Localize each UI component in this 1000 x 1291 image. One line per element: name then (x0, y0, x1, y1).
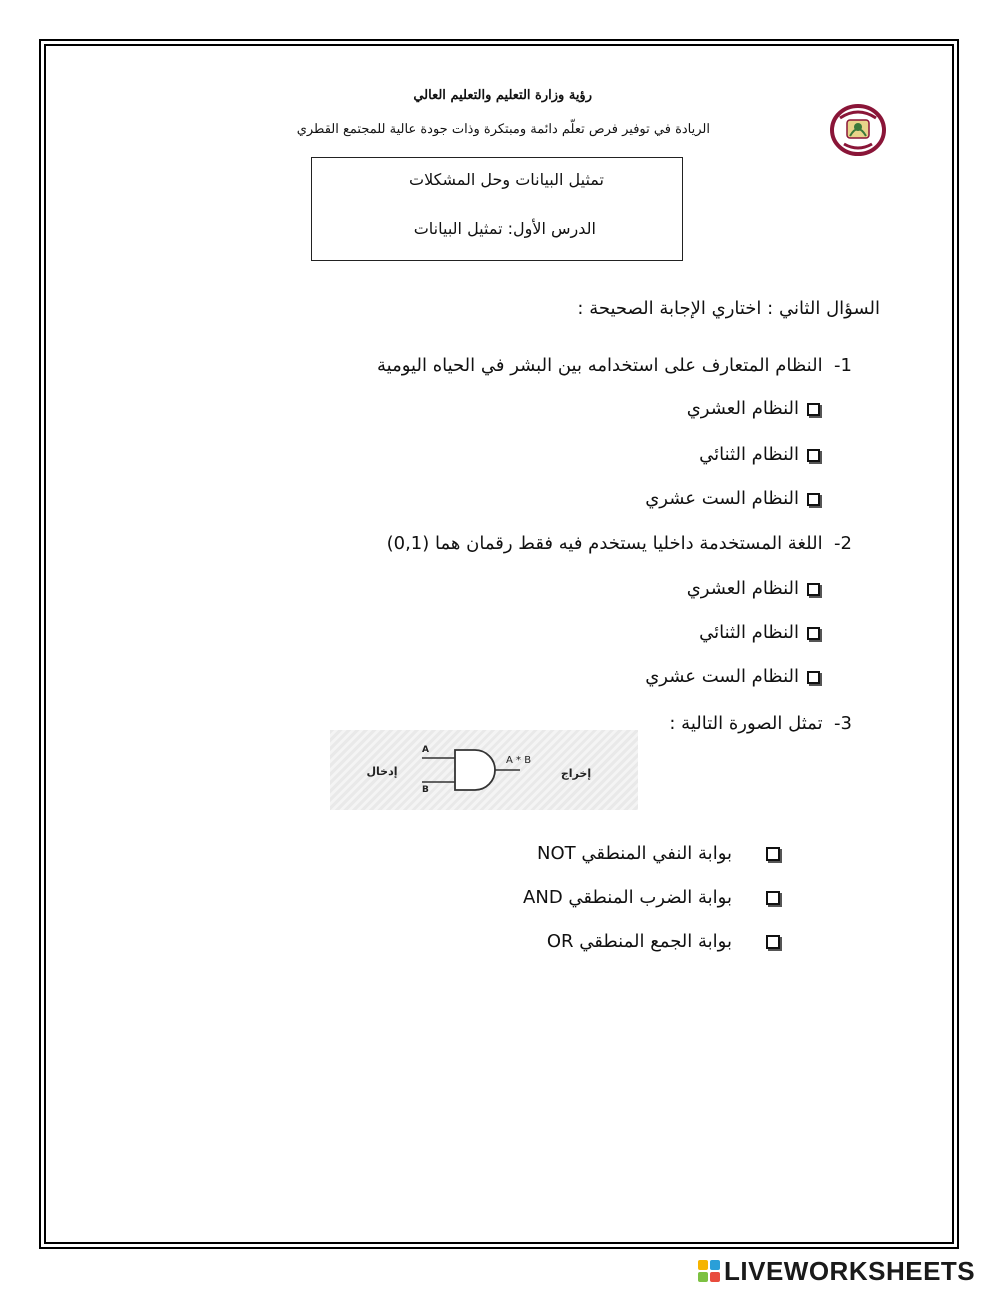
checkbox[interactable] (807, 671, 820, 684)
gate-output-label: إخراج (560, 767, 592, 780)
question-2-option-2[interactable] (699, 622, 820, 643)
question-2 (387, 533, 852, 554)
checkbox[interactable] (807, 583, 820, 596)
liveworksheets-brand: LIVEWORKSHEETS (724, 1255, 976, 1286)
checkbox[interactable] (807, 627, 820, 640)
option-label: النظام العشري (686, 398, 799, 419)
gate-input-b-label: B (422, 785, 429, 795)
option-label: النظام الست عشري (645, 666, 799, 687)
question-3-checkbox-1[interactable] (766, 847, 780, 861)
gate-input-a-label: A (422, 745, 429, 755)
liveworksheets-logo (698, 1257, 975, 1285)
lesson-title: الدرس الأول: تمثيل البيانات (413, 219, 596, 238)
gate-output-expression: A * B (506, 755, 532, 766)
option-label: النظام الست عشري (645, 488, 799, 509)
question-1-option-1[interactable] (687, 398, 820, 419)
question-text: اللغة المستخدمة داخليا يستخدم فيه فقط رقمان هما (0,1) (386, 533, 823, 554)
question-1-option-3[interactable] (645, 488, 820, 509)
option-label: النظام الثنائي (699, 444, 799, 465)
checkbox[interactable] (807, 449, 820, 462)
question-1-option-2[interactable] (699, 444, 820, 465)
question-2-option-1[interactable] (687, 578, 820, 599)
ministry-vision: رؤية وزارة التعليم والتعليم العالي (413, 88, 592, 103)
question-3-option-2[interactable]: بوابة الضرب المنطقي AND (523, 887, 732, 908)
section-heading: السؤال الثاني : اختاري الإجابة الصحيحة : (577, 298, 880, 319)
question-3-checkbox-2[interactable] (766, 891, 780, 905)
question-number: -1 (834, 355, 852, 376)
question-1 (377, 355, 852, 376)
option-label: النظام العشري (686, 578, 799, 599)
question-number: -2 (834, 533, 852, 554)
question-3 (669, 713, 852, 734)
and-gate-diagram (330, 730, 638, 810)
question-3-option-1[interactable]: بوابة النفي المنطقي NOT (537, 843, 732, 864)
question-text: النظام المتعارف على استخدامه بين البشر في الحياه اليومية (377, 355, 823, 376)
question-2-option-3[interactable] (645, 666, 820, 687)
checkbox[interactable] (807, 403, 820, 416)
question-text: تمثل الصورة التالية : (669, 713, 823, 734)
checkbox[interactable] (807, 493, 820, 506)
question-3-option-3[interactable]: بوابة الجمع المنطقي OR (546, 931, 732, 952)
liveworksheets-icon (698, 1260, 720, 1282)
option-label: النظام الثنائي (699, 622, 799, 643)
ministry-emblem-icon (830, 100, 886, 156)
gate-input-label: إدخال (366, 765, 398, 778)
question-number: -3 (834, 713, 852, 734)
unit-title: تمثيل البيانات وحل المشكلات (409, 170, 604, 189)
ministry-mission: الريادة في توفير فرص تعلّم دائمة ومبتكرة وذات جودة عالية للمجتمع القطري (296, 122, 710, 137)
question-3-checkbox-3[interactable] (766, 935, 780, 949)
